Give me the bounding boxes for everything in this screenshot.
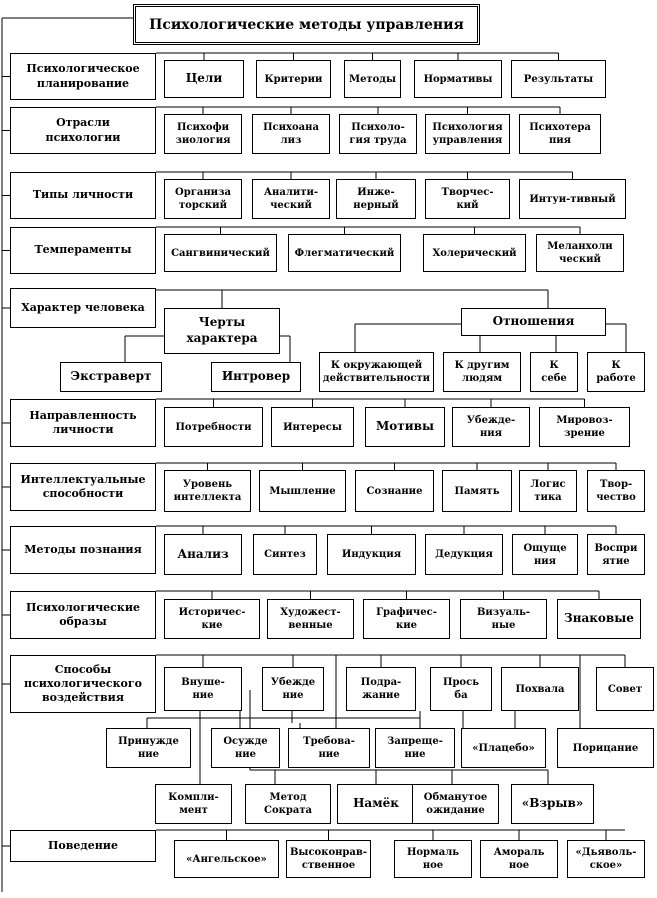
cognition-item: Синтез <box>253 534 317 575</box>
branches-item: Психология управления <box>425 114 510 154</box>
extravert-box: Экстраверт <box>60 362 162 392</box>
orientation-item: Мотивы <box>365 407 445 447</box>
category-cognition: Методы познания <box>10 526 156 574</box>
influence-item: Прось ба <box>430 667 492 711</box>
influence-second-item: Принужде ние <box>106 728 191 768</box>
influence-second-item: Осужде ние <box>211 728 280 768</box>
personality_types-item: Интуи-тивный <box>519 179 626 219</box>
relation-item: К работе <box>587 352 645 392</box>
influence-item: Внуше- ние <box>164 667 242 711</box>
images-item: Графичес- кие <box>363 599 450 639</box>
planning-item: Методы <box>344 60 401 98</box>
behavior-item: «Ангельское» <box>174 840 279 878</box>
temperaments-item: Меланхоли ческий <box>536 234 624 272</box>
category-orientation: Направленность личности <box>10 399 156 447</box>
category-planning: Психологическое планирование <box>10 53 156 100</box>
influence-third-item: Компли- мент <box>155 784 232 824</box>
influence-item: Совет <box>596 667 654 711</box>
behavior-item: «Дьяволь- ское» <box>567 840 645 878</box>
temperaments-item: Холерический <box>423 234 526 272</box>
category-character: Характер человека <box>10 288 156 328</box>
influence-third-item: «Взрыв» <box>511 784 594 824</box>
orientation-item: Убежде- ния <box>452 407 530 447</box>
category-behavior: Поведение <box>10 830 156 862</box>
orientation-item: Интересы <box>271 407 354 447</box>
images-item: Художест- венные <box>267 599 354 639</box>
images-item: Знаковые <box>557 599 641 639</box>
images-item: Визуаль- ные <box>460 599 547 639</box>
orientation-item: Мировоз- зрение <box>539 407 630 447</box>
orientation-item: Потребности <box>164 407 263 447</box>
intellect-item: Уровень интеллекта <box>164 470 251 512</box>
branches-item: Психотера пия <box>519 114 601 154</box>
planning-item: Нормативы <box>414 60 502 98</box>
category-temperaments: Темпераменты <box>10 227 156 274</box>
influence-item: Убежде ние <box>262 667 324 711</box>
intellect-item: Память <box>442 470 512 512</box>
influence-second-item: Запреще- ние <box>375 728 455 768</box>
diagram-title: Психологические методы управления <box>133 4 480 45</box>
cognition-item: Анализ <box>164 534 242 575</box>
behavior-item: Амораль ное <box>480 840 558 878</box>
intellect-item: Твор- чество <box>587 470 645 512</box>
influence-second-item: «Плацебо» <box>461 728 546 768</box>
planning-item: Цели <box>164 60 244 98</box>
category-branches: Отрасли психологии <box>10 107 156 154</box>
influence-second-item: Порицание <box>557 728 654 768</box>
influence-item: Похвала <box>501 667 579 711</box>
behavior-item: Высоконрав- ственное <box>286 840 371 878</box>
personality_types-item: Инже- нерный <box>336 179 416 219</box>
influence-third-item: Метод Сократа <box>245 784 331 824</box>
category-influence: Способы психологического воздействия <box>10 655 156 713</box>
cognition-item: Индукция <box>327 534 416 575</box>
introvert-box: Интровер <box>211 362 301 392</box>
cognition-item: Дедукция <box>425 534 503 575</box>
planning-item: Критерии <box>256 60 331 98</box>
intellect-item: Логис тика <box>519 470 577 512</box>
traits-box: Черты характера <box>164 308 280 354</box>
influence-third-item: Обманутое ожидание <box>412 784 499 824</box>
branches-item: Психоана лиз <box>252 114 330 154</box>
cognition-item: Воспри ятие <box>587 534 645 575</box>
relation-item: К себе <box>530 352 578 392</box>
branches-item: Психофи зиология <box>164 114 242 154</box>
intellect-item: Мышление <box>259 470 346 512</box>
relation-item: К другим людям <box>443 352 521 392</box>
category-images: Психологические образы <box>10 591 156 639</box>
influence-item: Подра- жание <box>346 667 416 711</box>
personality_types-item: Организа торский <box>164 179 242 219</box>
category-intellect: Интеллектуальные способности <box>10 463 156 511</box>
intellect-item: Сознание <box>355 470 434 512</box>
personality_types-item: Аналити- ческий <box>252 179 330 219</box>
planning-item: Результаты <box>511 60 606 98</box>
cognition-item: Ощуще ния <box>512 534 578 575</box>
relations-box: Отношения <box>461 308 606 336</box>
influence-second-item: Требова- ние <box>288 728 370 768</box>
branches-item: Психоло- гия труда <box>339 114 417 154</box>
relation-item: К окружающей действительности <box>319 352 434 392</box>
personality_types-item: Творчес- кий <box>425 179 510 219</box>
temperaments-item: Сангвинический <box>164 234 277 272</box>
category-personality_types: Типы личности <box>10 172 156 219</box>
images-item: Историчес- кие <box>164 599 260 639</box>
temperaments-item: Флегматический <box>288 234 401 272</box>
influence-third-item: Намёк <box>337 784 415 824</box>
behavior-item: Нормаль ное <box>394 840 472 878</box>
